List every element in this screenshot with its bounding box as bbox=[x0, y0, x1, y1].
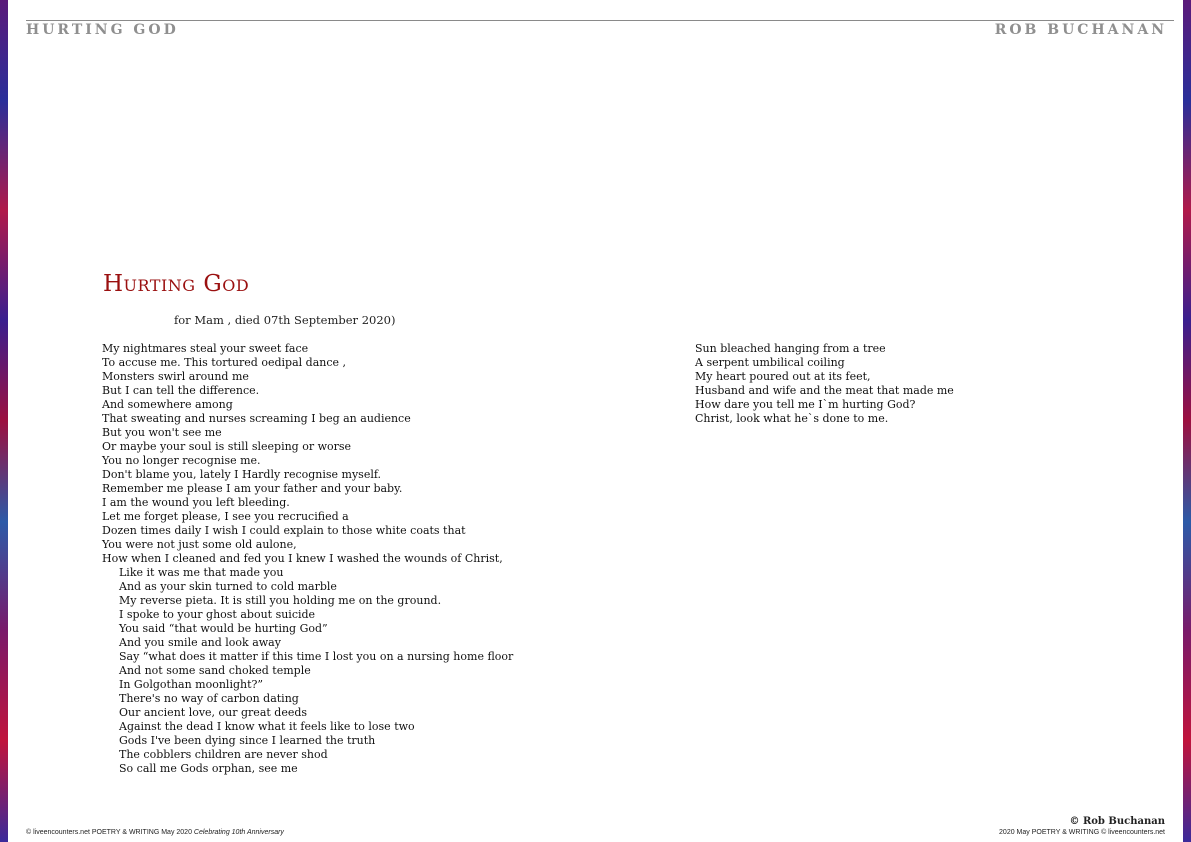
footer-right: 2020 May POETRY & WRITING © liveencounters.net bbox=[999, 829, 1165, 836]
page bbox=[8, 0, 1183, 842]
poem-line: Sun bleached hanging from a tree bbox=[695, 342, 886, 355]
footer-left-text: © liveencounters.net POETRY & WRITING May 2020 bbox=[26, 829, 192, 836]
header-rule bbox=[26, 20, 1174, 21]
poem-line-indented: The cobblers children are never shod bbox=[119, 748, 328, 761]
poem-line: That sweating and nurses screaming I beg an audience bbox=[102, 412, 411, 425]
footer-left-italic: Celebrating 10th Anniversary bbox=[193, 829, 284, 836]
poem-line: Don't blame you, lately I Hardly recognise myself. bbox=[102, 468, 382, 481]
poem-line-indented: Gods I've been dying since I learned the truth bbox=[119, 734, 376, 747]
poem-line-indented: I spoke to your ghost about suicide bbox=[119, 608, 316, 621]
poem-title: Hurting God bbox=[103, 271, 250, 297]
poem-line: A serpent umbilical coiling bbox=[695, 356, 845, 369]
header-title: HURTING GOD bbox=[26, 22, 179, 38]
poem-line: But I can tell the difference. bbox=[102, 384, 260, 397]
poem-line-indented: Say “what does it matter if this time I lost you on a nursing home floor bbox=[119, 650, 514, 663]
poem-line: But you won't see me bbox=[102, 426, 222, 439]
poem-line: Dozen times daily I wish I could explain to those white coats that bbox=[102, 524, 466, 537]
poem-line-indented: Like it was me that made you bbox=[119, 566, 284, 579]
poem-dedication: for Mam , died 07th September 2020) bbox=[174, 313, 396, 327]
poem-line: Husband and wife and the meat that made me bbox=[695, 384, 954, 397]
poem-line-indented: Our ancient love, our great deeds bbox=[119, 706, 308, 719]
footer-left bbox=[26, 829, 284, 836]
poem-line: You were not just some old aulone, bbox=[102, 538, 297, 551]
poem-line-indented: And not some sand choked temple bbox=[119, 664, 311, 677]
poem-line-indented: My reverse pieta. It is still you holding me on the ground. bbox=[119, 594, 442, 607]
poem-line: To accuse me. This tortured oedipal dance , bbox=[102, 356, 346, 369]
poem-line-indented: Against the dead I know what it feels like to lose two bbox=[119, 720, 415, 733]
poem-line: My nightmares steal your sweet face bbox=[102, 342, 309, 355]
poem-line-indented: So call me Gods orphan, see me bbox=[119, 762, 298, 775]
poem-line: Let me forget please, I see you recrucified a bbox=[102, 510, 349, 523]
poem-line: How dare you tell me I`m hurting God? bbox=[695, 398, 916, 411]
author-copyright: © Rob Buchanan bbox=[1069, 816, 1165, 827]
poem-line: My heart poured out at its feet, bbox=[695, 370, 871, 383]
poem-line: Or maybe your soul is still sleeping or worse bbox=[102, 440, 352, 453]
poem-line: I am the wound you left bleeding. bbox=[102, 496, 290, 509]
poem-line-indented: There's no way of carbon dating bbox=[119, 692, 299, 705]
poem-line: You no longer recognise me. bbox=[102, 454, 261, 467]
poem-column-right bbox=[695, 342, 954, 426]
poem-line-indented: And you smile and look away bbox=[119, 636, 281, 649]
poem-line: Christ, look what he`s done to me. bbox=[695, 412, 889, 425]
poem-line-indented: And as your skin turned to cold marble bbox=[119, 580, 337, 593]
poem-column-left bbox=[102, 342, 513, 776]
poem-line: How when I cleaned and fed you I knew I washed the wounds of Christ, bbox=[102, 552, 503, 565]
poem-line: Monsters swirl around me bbox=[102, 370, 249, 383]
poem-line: And somewhere among bbox=[102, 398, 233, 411]
poem-line: Remember me please I am your father and your baby. bbox=[102, 482, 403, 495]
poem-line-indented: You said “that would be hurting God” bbox=[119, 622, 328, 635]
poem-line-indented: In Golgothan moonlight?” bbox=[119, 678, 264, 691]
header-author: ROB BUCHANAN bbox=[994, 22, 1167, 38]
